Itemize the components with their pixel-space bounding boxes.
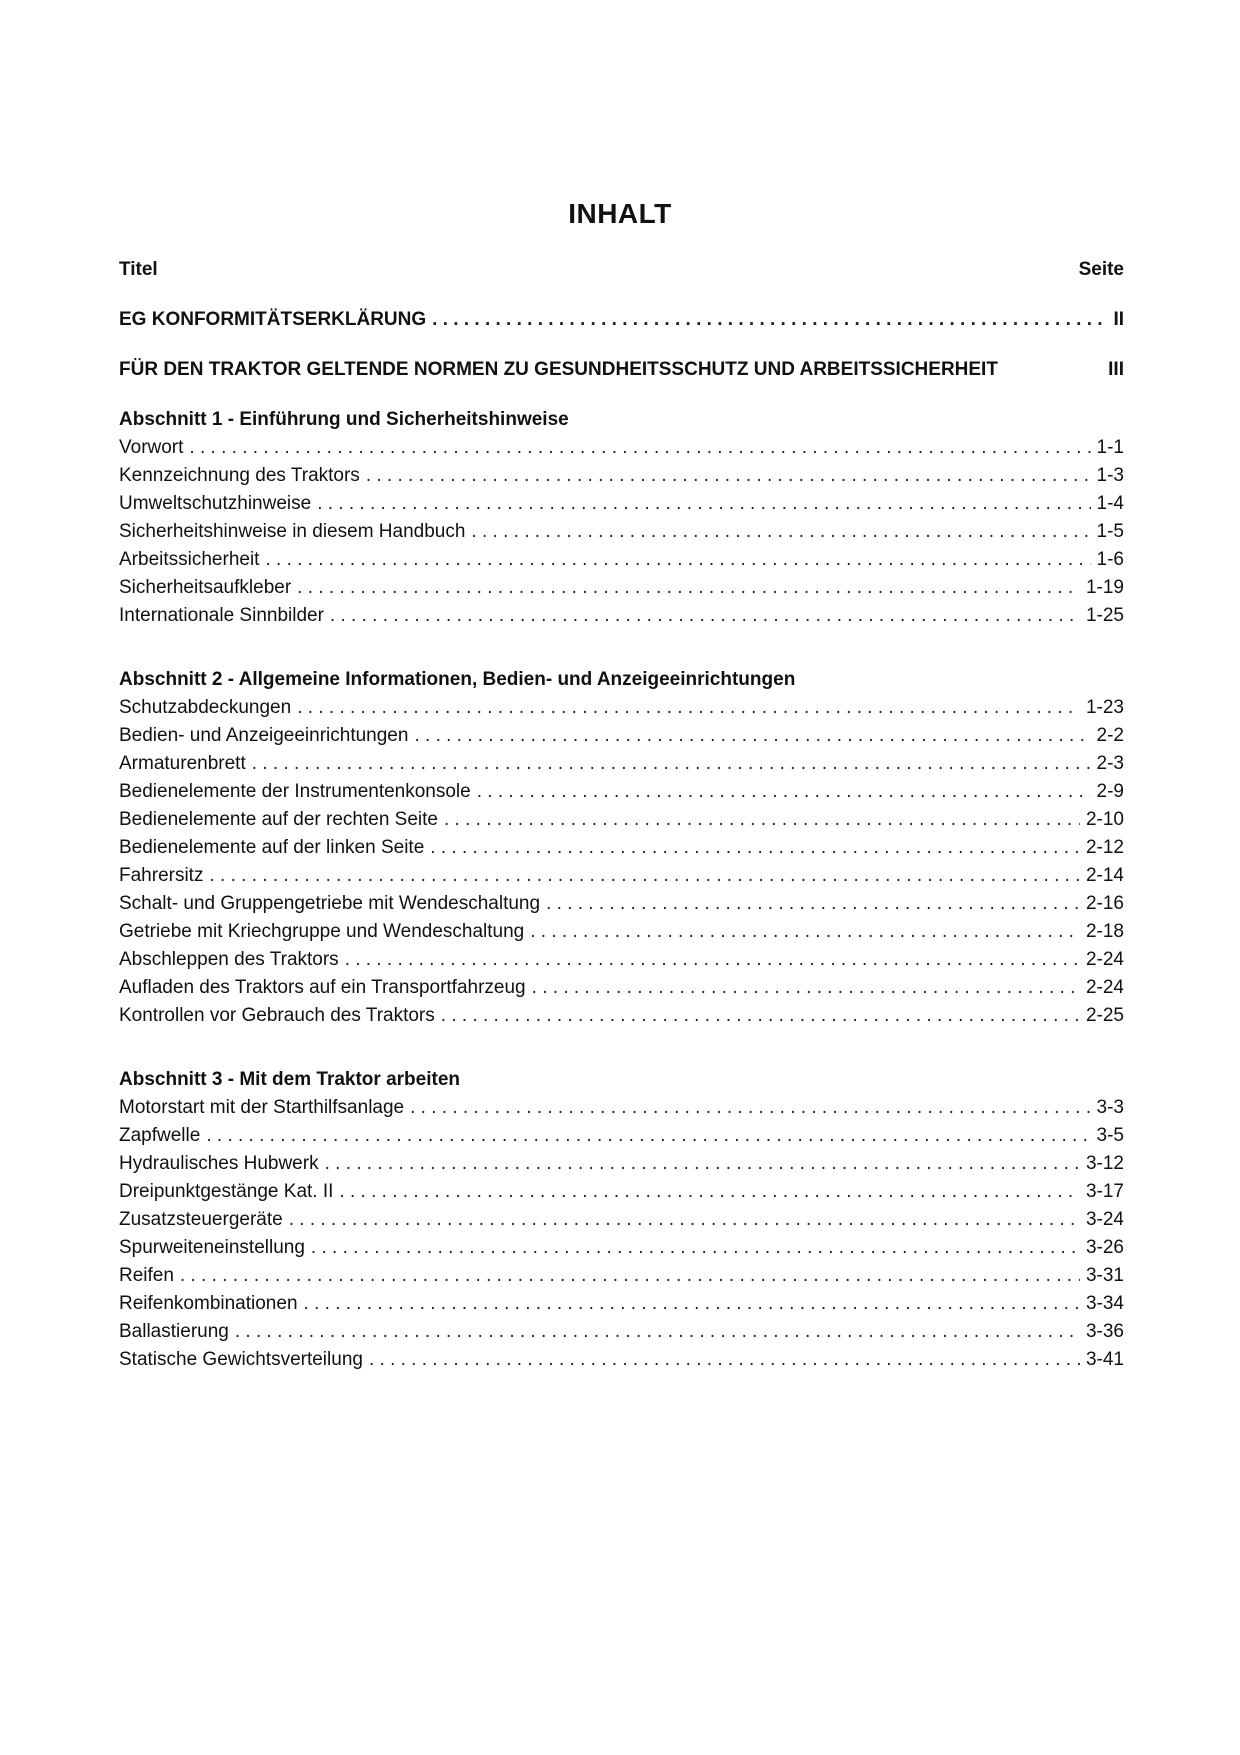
table-of-contents: [119, 256, 1124, 1374]
leader-dots: [325, 1150, 1080, 1178]
toc-entry-page: 2-3: [1096, 753, 1124, 774]
toc-entry[interactable]: [119, 834, 1124, 862]
toc-entry-label: Umweltschutzhinweise: [119, 493, 312, 514]
toc-entry-page: 3-5: [1096, 1125, 1124, 1146]
toc-entry-page: 3-36: [1085, 1321, 1124, 1342]
toc-entry[interactable]: [119, 518, 1124, 546]
toc-entry-label: Kennzeichnung des Traktors: [119, 465, 360, 486]
toc-entry[interactable]: [119, 546, 1124, 574]
toc-entry-label: Spurweiteneinstellung: [119, 1237, 305, 1258]
toc-entry[interactable]: [119, 778, 1124, 806]
toc-entry[interactable]: [119, 694, 1124, 722]
toc-entry-label: Zapfwelle: [119, 1125, 201, 1146]
toc-entry[interactable]: [119, 1346, 1124, 1374]
toc-entry-page: 3-12: [1085, 1153, 1124, 1174]
toc-entry-label: Bedienelemente der Instrumentenkonsole: [119, 781, 471, 802]
toc-entry[interactable]: [119, 1178, 1124, 1206]
toc-sections: [119, 406, 1124, 1374]
toc-entry[interactable]: [119, 1206, 1124, 1234]
column-title-label: Titel: [119, 259, 158, 280]
toc-entry-page: 3-31: [1085, 1265, 1124, 1286]
toc-entry-label: Getriebe mit Kriechgruppe und Wendeschaltung: [119, 921, 525, 942]
leader-dots: [410, 1094, 1090, 1122]
toc-entry[interactable]: [119, 462, 1124, 490]
toc-entry-page: 3-41: [1085, 1349, 1124, 1370]
leader-dots: [209, 862, 1080, 890]
toc-entry-page: 2-18: [1085, 921, 1124, 942]
toc-entry-label: Statische Gewichtsverteilung: [119, 1349, 363, 1370]
toc-entry[interactable]: [119, 1262, 1124, 1290]
leader-dots: [289, 1206, 1080, 1234]
toc-entry-label: Schalt- und Gruppengetriebe mit Wendeschaltung: [119, 893, 541, 914]
toc-entry-label: Reifen: [119, 1265, 174, 1286]
leader-dots: [265, 546, 1090, 574]
column-page-label: Seite: [1078, 259, 1124, 280]
toc-entry[interactable]: [119, 1290, 1124, 1318]
leader-dots: [206, 1122, 1090, 1150]
toc-entry-page: 3-24: [1085, 1209, 1124, 1230]
section-heading: Abschnitt 3 - Mit dem Traktor arbeiten: [119, 1069, 460, 1090]
toc-entry-label: Arbeitssicherheit: [119, 549, 260, 570]
leader-dots: [477, 778, 1091, 806]
leader-dots: [432, 306, 1107, 334]
leader-dots: [297, 574, 1080, 602]
toc-entry-label: EG KONFORMITÄTSERKLÄRUNG: [119, 309, 427, 330]
toc-entry[interactable]: [119, 946, 1124, 974]
toc-entry-page: 2-24: [1085, 949, 1124, 970]
toc-entry[interactable]: [119, 862, 1124, 890]
leader-dots: [339, 1178, 1080, 1206]
leader-dots: [532, 974, 1080, 1002]
toc-entry-page: 2-2: [1096, 725, 1124, 746]
leader-dots: [317, 490, 1090, 518]
toc-entry-page: 3-3: [1096, 1097, 1124, 1118]
toc-entry-label: Sicherheitsaufkleber: [119, 577, 292, 598]
toc-entry[interactable]: [119, 574, 1124, 602]
toc-entry-label: Fahrersitz: [119, 865, 204, 886]
toc-entry-label: Motorstart mit der Starthilfsanlage: [119, 1097, 405, 1118]
toc-entry-label: Kontrollen vor Gebrauch des Traktors: [119, 1005, 435, 1026]
leader-dots: [235, 1318, 1080, 1346]
leader-dots: [180, 1262, 1080, 1290]
toc-entry[interactable]: [119, 1318, 1124, 1346]
toc-entry-page: 2-16: [1085, 893, 1124, 914]
leader-dots: [471, 518, 1090, 546]
toc-entry[interactable]: [119, 918, 1124, 946]
toc-entry-page: 3-17: [1085, 1181, 1124, 1202]
toc-entry-label: Bedienelemente auf der linken Seite: [119, 837, 425, 858]
toc-entry-label: Bedien- und Anzeigeeinrichtungen: [119, 725, 409, 746]
toc-entry-page: 1-4: [1096, 493, 1124, 514]
toc-entry-label: Internationale Sinnbilder: [119, 605, 324, 626]
toc-entry-page: 1-3: [1096, 465, 1124, 486]
leader-dots: [546, 890, 1080, 918]
toc-entry[interactable]: [119, 1002, 1124, 1030]
toc-entry-label: Sicherheitshinweise in diesem Handbuch: [119, 521, 466, 542]
toc-entry-norms[interactable]: [119, 356, 1124, 384]
section-heading: Abschnitt 1 - Einführung und Sicherheitshinweise: [119, 409, 569, 430]
leader-dots: [430, 834, 1080, 862]
toc-entry-label: Dreipunktgestänge Kat. II: [119, 1181, 334, 1202]
leader-dots: [444, 806, 1080, 834]
toc-entry-page: 2-25: [1085, 1005, 1124, 1026]
leader-dots: [189, 434, 1090, 462]
leader-dots: [252, 750, 1091, 778]
toc-entry-label: Armaturenbrett: [119, 753, 246, 774]
toc-entry-label: Reifenkombinationen: [119, 1293, 298, 1314]
leader-dots: [369, 1346, 1080, 1374]
toc-entry-page: II: [1113, 309, 1124, 330]
toc-entry-label: Zusatzsteuergeräte: [119, 1209, 283, 1230]
toc-header: [119, 256, 1124, 284]
leader-dots: [311, 1234, 1080, 1262]
toc-entry-label: FÜR DEN TRAKTOR GELTENDE NORMEN ZU GESUNDHEITSSCHUTZ UND ARBEITSSICHERHEIT: [119, 359, 998, 380]
toc-entry-label: Aufladen des Traktors auf ein Transportfahrzeug: [119, 977, 526, 998]
toc-entry[interactable]: [119, 974, 1124, 1002]
toc-entry-page: 1-19: [1085, 577, 1124, 598]
toc-entry[interactable]: [119, 1094, 1124, 1122]
leader-dots: [414, 722, 1090, 750]
section-heading: Abschnitt 2 - Allgemeine Informationen, Bedien- und Anzeigeeinrichtungen: [119, 669, 796, 690]
toc-entry[interactable]: [119, 750, 1124, 778]
toc-entry-page: 3-34: [1085, 1293, 1124, 1314]
leader-dots: [530, 918, 1080, 946]
toc-entry-label: Ballastierung: [119, 1321, 229, 1342]
toc-entry[interactable]: [119, 490, 1124, 518]
toc-entry[interactable]: [119, 1122, 1124, 1150]
toc-entry[interactable]: [119, 602, 1124, 630]
page-title: INHALT: [568, 198, 672, 229]
toc-entry[interactable]: [119, 806, 1124, 834]
toc-entry-page: 2-9: [1096, 781, 1124, 802]
toc-entry[interactable]: [119, 890, 1124, 918]
leader-dots: [297, 694, 1080, 722]
toc-entry-page: 1-23: [1085, 697, 1124, 718]
leader-dots: [330, 602, 1080, 630]
toc-entry-label: Vorwort: [119, 437, 184, 458]
leader-dots: [345, 946, 1080, 974]
toc-entry[interactable]: [119, 722, 1124, 750]
toc-entry-label: Bedienelemente auf der rechten Seite: [119, 809, 438, 830]
toc-entry-label: Hydraulisches Hubwerk: [119, 1153, 319, 1174]
leader-dots: [441, 1002, 1080, 1030]
toc-entry-page: 1-1: [1096, 437, 1124, 458]
toc-entry-page: 1-25: [1085, 605, 1124, 626]
toc-entry-page: 2-24: [1085, 977, 1124, 998]
toc-entry-page: 2-10: [1085, 809, 1124, 830]
toc-entry-label: Abschleppen des Traktors: [119, 949, 339, 970]
leader-dots: [304, 1290, 1080, 1318]
toc-entry-page: 2-14: [1085, 865, 1124, 886]
toc-entry-label: Schutzabdeckungen: [119, 697, 292, 718]
toc-entry-page: III: [1108, 359, 1124, 380]
toc-entry-page: 1-6: [1096, 549, 1124, 570]
toc-entry-page: 2-12: [1085, 837, 1124, 858]
toc-entry-page: 3-26: [1085, 1237, 1124, 1258]
toc-entry-declaration[interactable]: [119, 306, 1124, 334]
toc-entry[interactable]: [119, 434, 1124, 462]
leader-dots: [366, 462, 1091, 490]
toc-entry[interactable]: [119, 1150, 1124, 1178]
toc-entry[interactable]: [119, 1234, 1124, 1262]
toc-entry-page: 1-5: [1096, 521, 1124, 542]
